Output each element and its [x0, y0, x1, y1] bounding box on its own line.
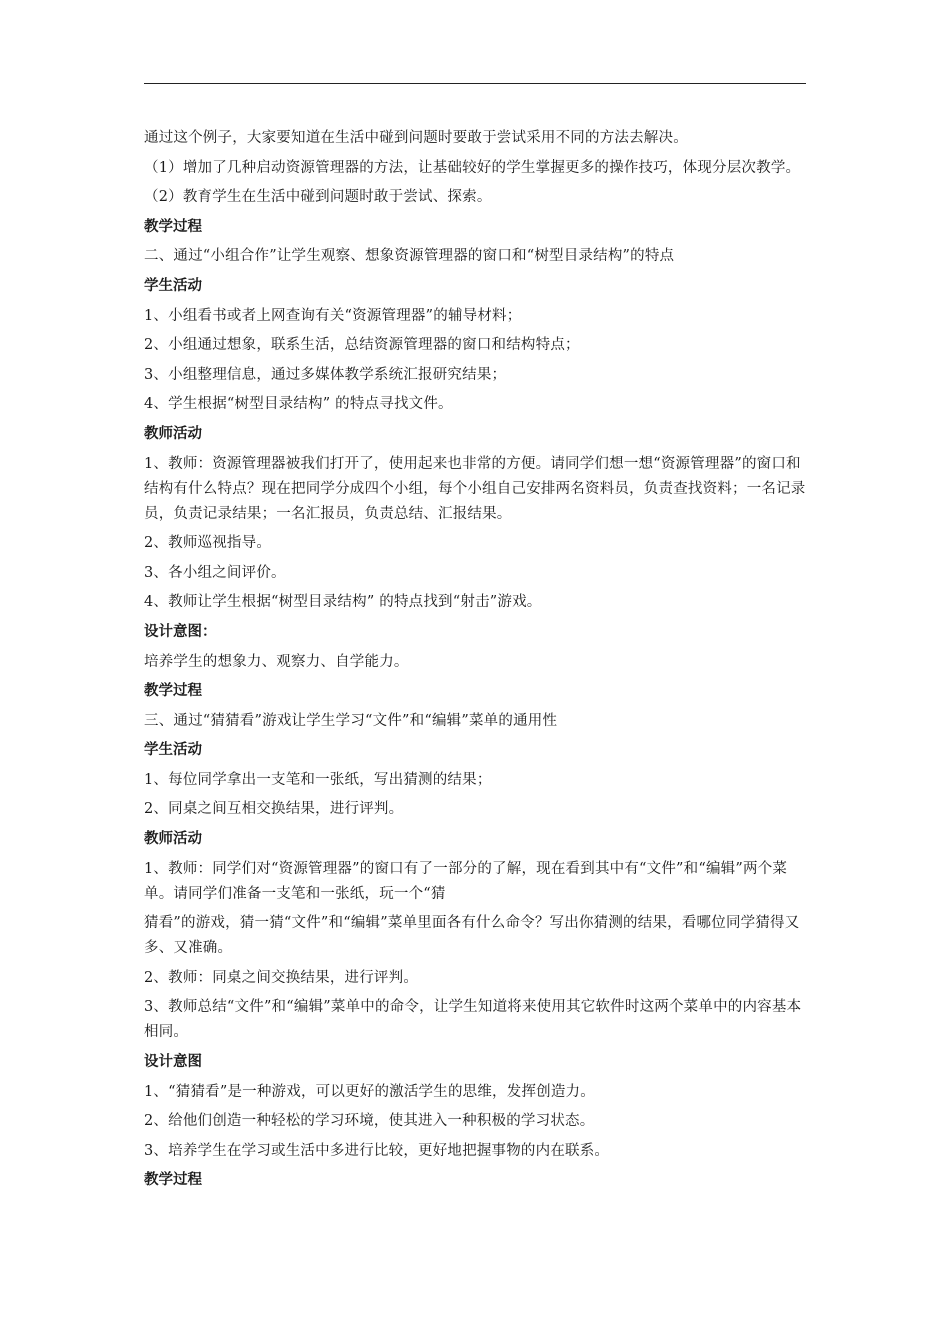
document-body — [144, 126, 808, 1198]
list-item: 3、培养学生在学习或生活中多进行比较，更好地把握事物的内在联系。 — [144, 1142, 610, 1159]
list-item: 1、小组看书或者上网查询有关“资源管理器”的辅导材料； — [144, 307, 522, 324]
list-item: 2、小组通过想象，联系生活，总结资源管理器的窗口和结构特点； — [144, 337, 580, 354]
paragraph: 通过这个例子，大家要知道在生活中碰到问题时要敢于尝试采用不同的方法去解决。 — [144, 130, 688, 146]
section-heading: 教学过程 — [144, 218, 202, 235]
list-item: 2、给他们创造一种轻松的学习环境，使其进入一种积极的学习状态。 — [144, 1113, 595, 1130]
list-item: 3、小组整理信息，通过多媒体教学系统汇报研究结果； — [144, 366, 507, 383]
list-item: 猜看”的游戏，猜一猜“文件”和“编辑”菜单里面各有什么命令？写出你猜测的结果，看哪位同学猜得又多、又准确。 — [144, 915, 800, 957]
paragraph: 培养学生的想象力、观察力、自学能力。 — [144, 653, 409, 670]
section-heading: 设计意图： — [144, 623, 217, 640]
section-heading: 教师活动 — [144, 831, 202, 848]
paragraph: 二、通过“小组合作”让学生观察、想象资源管理器的窗口和“树型目录结构”的特点 — [144, 248, 675, 265]
paragraph: （1）增加了几种启动资源管理器的方法，让基础较好的学生掌握更多的操作技巧，体现分层次教学。 — [144, 159, 801, 176]
list-item: 2、同桌之间互相交换结果，进行评判。 — [144, 801, 404, 818]
list-item: 4、学生根据“树型目录结构” 的特点寻找文件。 — [144, 396, 453, 413]
list-item: 3、各小组之间评价。 — [144, 564, 286, 581]
paragraph: 三、通过“猜猜看”游戏让学生学习“文件”和“编辑”菜单的通用性 — [144, 712, 558, 729]
list-item: 2、教师巡视指导。 — [144, 535, 272, 552]
section-heading: 学生活动 — [144, 742, 202, 759]
section-heading: 教学过程 — [144, 683, 202, 700]
list-item: 1、每位同学拿出一支笔和一张纸，写出猜测的结果； — [144, 771, 492, 788]
list-item: 1、教师：资源管理器被我们打开了，使用起来也非常的方便。请同学们想一想“资源管理器”的窗口和结构有什么特点？现在把同学分成四个小组，每个小组自己安排两名资料员，负责查找资料；一名记录员，负责记录结果；一名汇报员，负责总结、汇报结果。 — [144, 455, 806, 522]
list-item: 4、教师让学生根据“树型目录结构” 的特点找到“射击”游戏。 — [144, 594, 542, 611]
section-heading: 学生活动 — [144, 277, 202, 294]
section-heading: 教师活动 — [144, 425, 202, 442]
list-item: 2、教师：同桌之间交换结果，进行评判。 — [144, 969, 419, 986]
list-item: 3、教师总结“文件”和“编辑”菜单中的命令，让学生知道将来使用其它软件时这两个菜单中的内容基本相同。 — [144, 999, 802, 1041]
list-item: 1、“猜猜看”是一种游戏，可以更好的激活学生的思维，发挥创造力。 — [144, 1083, 595, 1100]
section-heading: 教学过程 — [144, 1172, 202, 1189]
list-item: 1、教师：同学们对“资源管理器”的窗口有了一部分的了解，现在看到其中有“文件”和“编辑”两个菜单。请同学们准备一支笔和一张纸，玩一个“猜 — [144, 860, 788, 902]
paragraph: （2）教育学生在生活中碰到问题时敢于尝试、探索。 — [144, 189, 492, 206]
section-heading: 设计意图 — [144, 1054, 202, 1071]
header-rule — [144, 83, 806, 84]
